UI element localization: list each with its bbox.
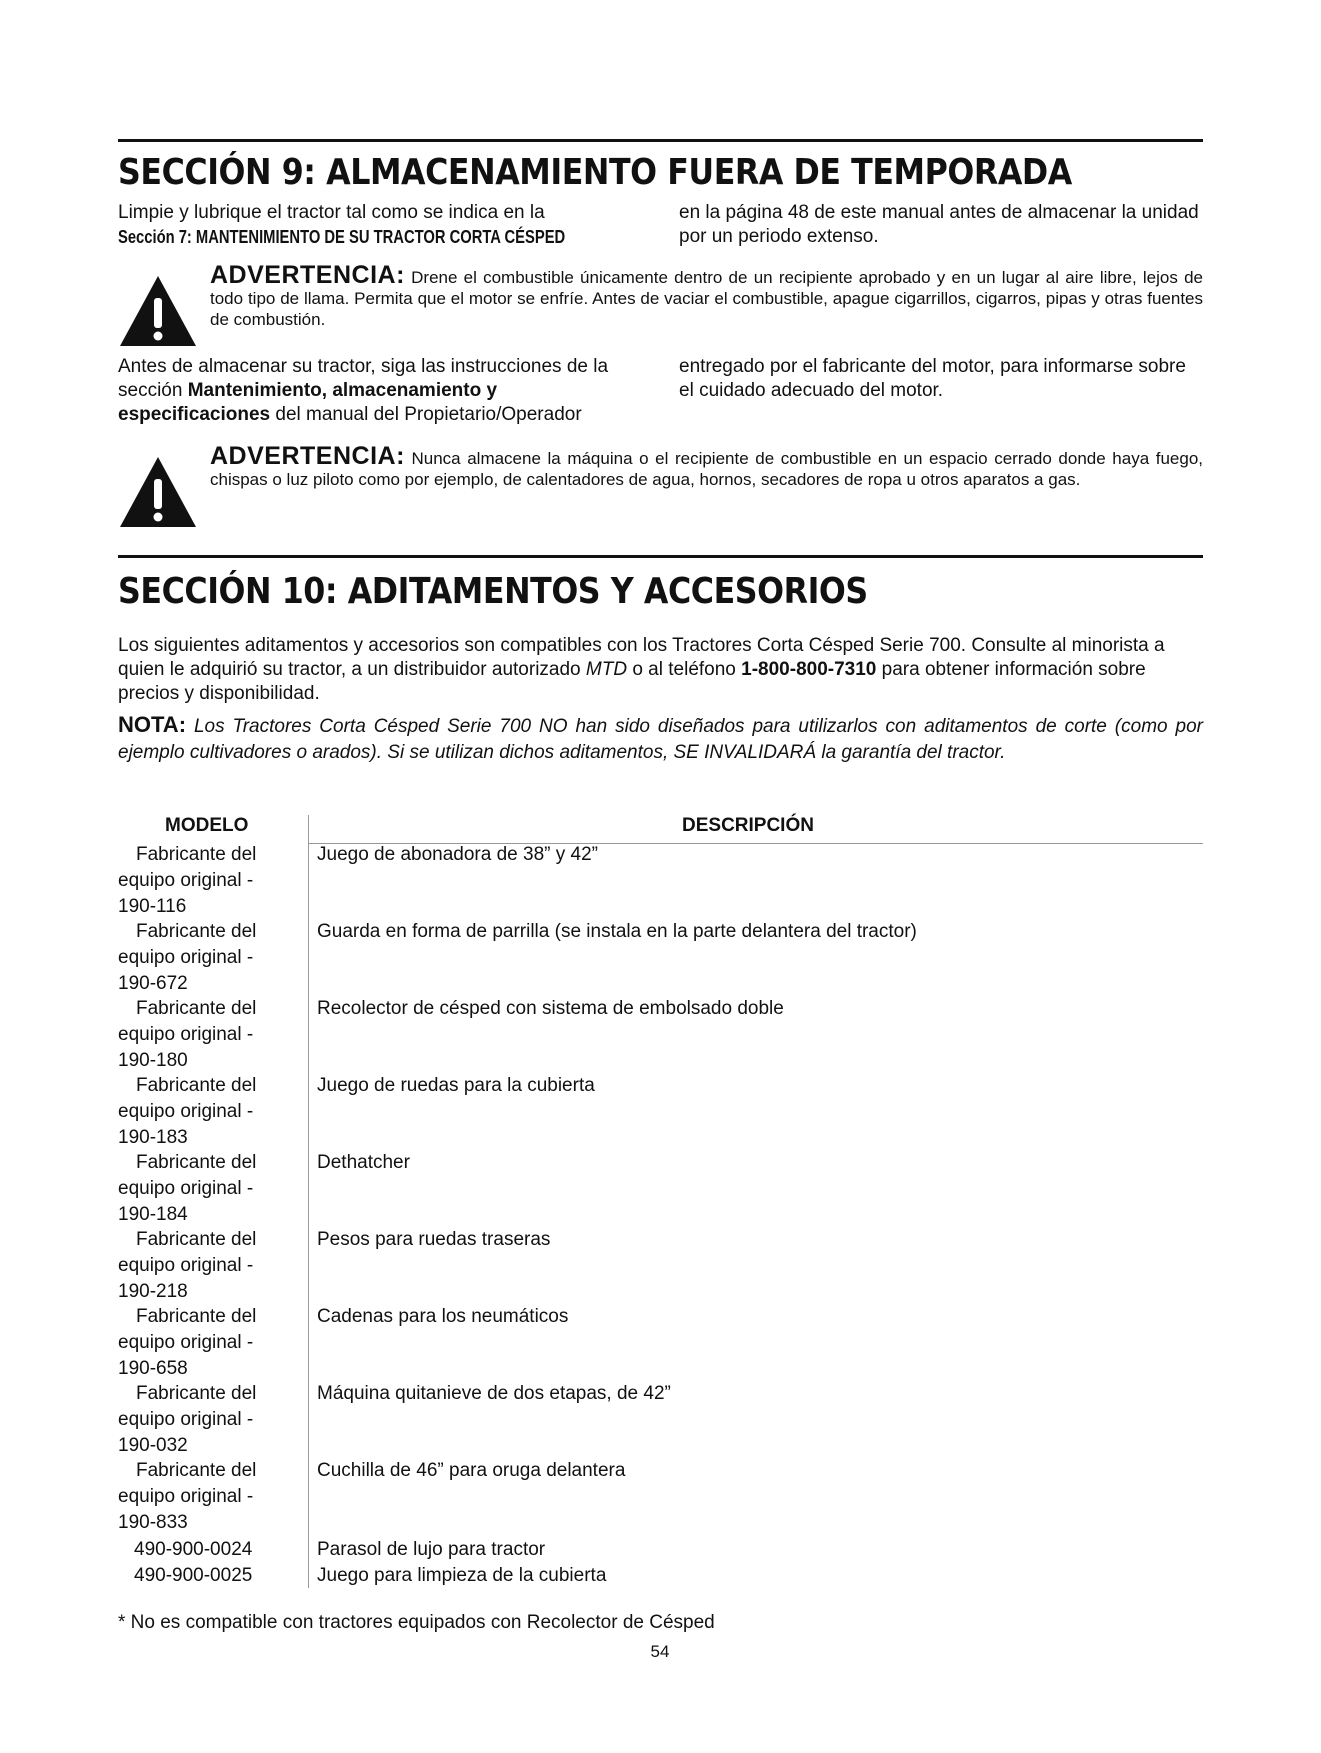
storage-text-bold: Mantenimiento, almacenamiento y especificaciones — [118, 380, 498, 425]
section-9-title: SECCIÓN 9: ALMACENAMIENTO FUERA DE TEMPORADA — [118, 152, 1072, 193]
footnote: * No es compatible con tractores equipados con Recolector de Césped — [118, 1612, 715, 1633]
model-line: Fabricante del — [136, 998, 257, 1019]
page-number: 54 — [650, 1642, 670, 1661]
description-cell: Juego de ruedas para la cubierta — [317, 1075, 595, 1096]
description-cell: Guarda en forma de parrilla (se instala en la parte delantera del tractor) — [317, 921, 917, 942]
model-cell — [118, 919, 298, 997]
intro-left-line1: Limpie y lubrique el tractor tal como se indica en la — [118, 202, 545, 223]
model-line: equipo original - — [118, 947, 254, 968]
intro-left-line2: Sección 7: MANTENIMIENTO DE SU TRACTOR CORTA CÉSPED — [118, 227, 566, 247]
warning-2-body: Nunca almacene la máquina o el recipiente de combustible en un espacio cerrado donde haya fuego, chispas o luz piloto como por ejemplo, de calentadores de agua, hornos, secadores de ropa u otros aparatos a gas. — [210, 449, 1203, 489]
phone-number: 1-800-800-7310 — [741, 659, 877, 680]
storage-text-b: del manual del Propietario/Operador — [270, 404, 582, 425]
model-line: Fabricante del — [136, 844, 257, 865]
model-number: 190-833 — [118, 1512, 188, 1533]
description-cell: Máquina quitanieve de dos etapas, de 42” — [317, 1383, 671, 1404]
warning-triangle-icon — [118, 274, 198, 348]
intro-text-c: para obtener información sobre precios y disponibilidad. — [118, 659, 1146, 704]
description-cell: Cadenas para los neumáticos — [317, 1306, 569, 1327]
model-line: Fabricante del — [136, 1383, 257, 1404]
model-number: 490-900-0025 — [134, 1565, 253, 1586]
model-cell — [118, 1304, 298, 1382]
description-cell: Pesos para ruedas traseras — [317, 1229, 551, 1250]
model-number: 190-184 — [118, 1204, 188, 1225]
model-line: equipo original - — [118, 1332, 254, 1353]
warning-2-text — [210, 442, 1203, 490]
table-header-model: MODELO — [165, 815, 249, 836]
section-9-storage-right: entregado por el fabricante del motor, para informarse sobre el cuidado adecuado del motor. — [679, 356, 1186, 401]
model-cell — [118, 1381, 298, 1459]
section-9-intro-right: en la página 48 de este manual antes de almacenar la unidad por un periodo extenso. — [679, 202, 1199, 247]
model-number: 190-658 — [118, 1358, 188, 1379]
description-cell: Cuchilla de 46” para oruga delantera — [317, 1460, 626, 1481]
model-cell — [118, 1150, 298, 1228]
model-cell — [118, 1227, 298, 1305]
section-10-intro — [118, 634, 1203, 706]
model-line: Fabricante del — [136, 1306, 257, 1327]
section-9-storage-left — [118, 355, 648, 427]
model-number: 190-183 — [118, 1127, 188, 1148]
model-cell — [118, 996, 298, 1074]
section-9-rule — [118, 139, 1203, 142]
model-number: 490-900-0024 — [134, 1539, 253, 1560]
model-line: Fabricante del — [136, 921, 257, 942]
model-cell — [118, 1073, 298, 1151]
model-line: equipo original - — [118, 870, 254, 891]
model-line: Fabricante del — [136, 1460, 257, 1481]
model-number: 190-032 — [118, 1435, 188, 1456]
warning-1-text — [210, 261, 1203, 330]
section-9-intro-left — [118, 201, 648, 250]
model-line: equipo original - — [118, 1178, 254, 1199]
storage-text-a: Antes de almacenar su tractor, siga las instrucciones de la sección — [118, 356, 609, 401]
intro-text-b: o al teléfono — [627, 659, 742, 680]
table-column-divider — [308, 815, 309, 1588]
intro-mtd: MTD — [585, 659, 628, 680]
model-line: Fabricante del — [136, 1229, 257, 1250]
intro-text-a: Los siguientes aditamentos y accesorios son compatibles con los Tractores Corta Césped Serie 700. Consulte al minorista a quien le adquirió su tractor, a un distribuidor autorizado — [118, 635, 1165, 680]
model-number: 190-116 — [118, 896, 187, 917]
model-cell — [118, 842, 298, 920]
model-line: equipo original - — [118, 1024, 254, 1045]
model-line: equipo original - — [118, 1486, 254, 1507]
nota-label: NOTA: — [118, 712, 187, 737]
description-cell: Juego de abonadora de 38” y 42” — [317, 844, 598, 865]
description-cell: Juego para limpieza de la cubierta — [317, 1565, 607, 1586]
section-10-rule — [118, 555, 1203, 558]
warning-2-heading: ADVERTENCIA: — [210, 442, 405, 470]
model-number: 190-180 — [118, 1050, 188, 1071]
model-number: 190-672 — [118, 973, 188, 994]
section-10-title: SECCIÓN 10: ADITAMENTOS Y ACCESORIOS — [118, 571, 868, 612]
nota-text: Los Tractores Corta Césped Serie 700 NO han sido diseñados para utilizarlos con aditamentos de corte (como por ejemplo cultivadores o arados). Si se utilizan dichos aditamentos, SE INVALIDARÁ la garantía del tractor. — [118, 716, 1203, 763]
table-header-description: DESCRIPCIÓN — [682, 815, 814, 836]
description-cell: Dethatcher — [317, 1152, 410, 1173]
nota-block — [118, 712, 1203, 766]
model-line: equipo original - — [118, 1255, 254, 1276]
model-line: Fabricante del — [136, 1075, 257, 1096]
description-cell: Recolector de césped con sistema de embolsado doble — [317, 998, 784, 1019]
model-number: 190-218 — [118, 1281, 188, 1302]
description-cell: Parasol de lujo para tractor — [317, 1539, 546, 1560]
warning-triangle-icon — [118, 455, 198, 529]
model-line: equipo original - — [118, 1409, 254, 1430]
model-line: Fabricante del — [136, 1152, 257, 1173]
warning-1-heading: ADVERTENCIA: — [210, 261, 405, 289]
model-line: equipo original - — [118, 1101, 254, 1122]
warning-1-body: Drene el combustible únicamente dentro de un recipiente aprobado y en un lugar al aire libre, lejos de todo tipo de llama. Permita que el motor se enfríe. Antes de vaciar el combustible, apague cigarrillos, cigarros, pipas y otras fuentes de combustión. — [210, 268, 1203, 329]
model-cell — [118, 1458, 298, 1536]
